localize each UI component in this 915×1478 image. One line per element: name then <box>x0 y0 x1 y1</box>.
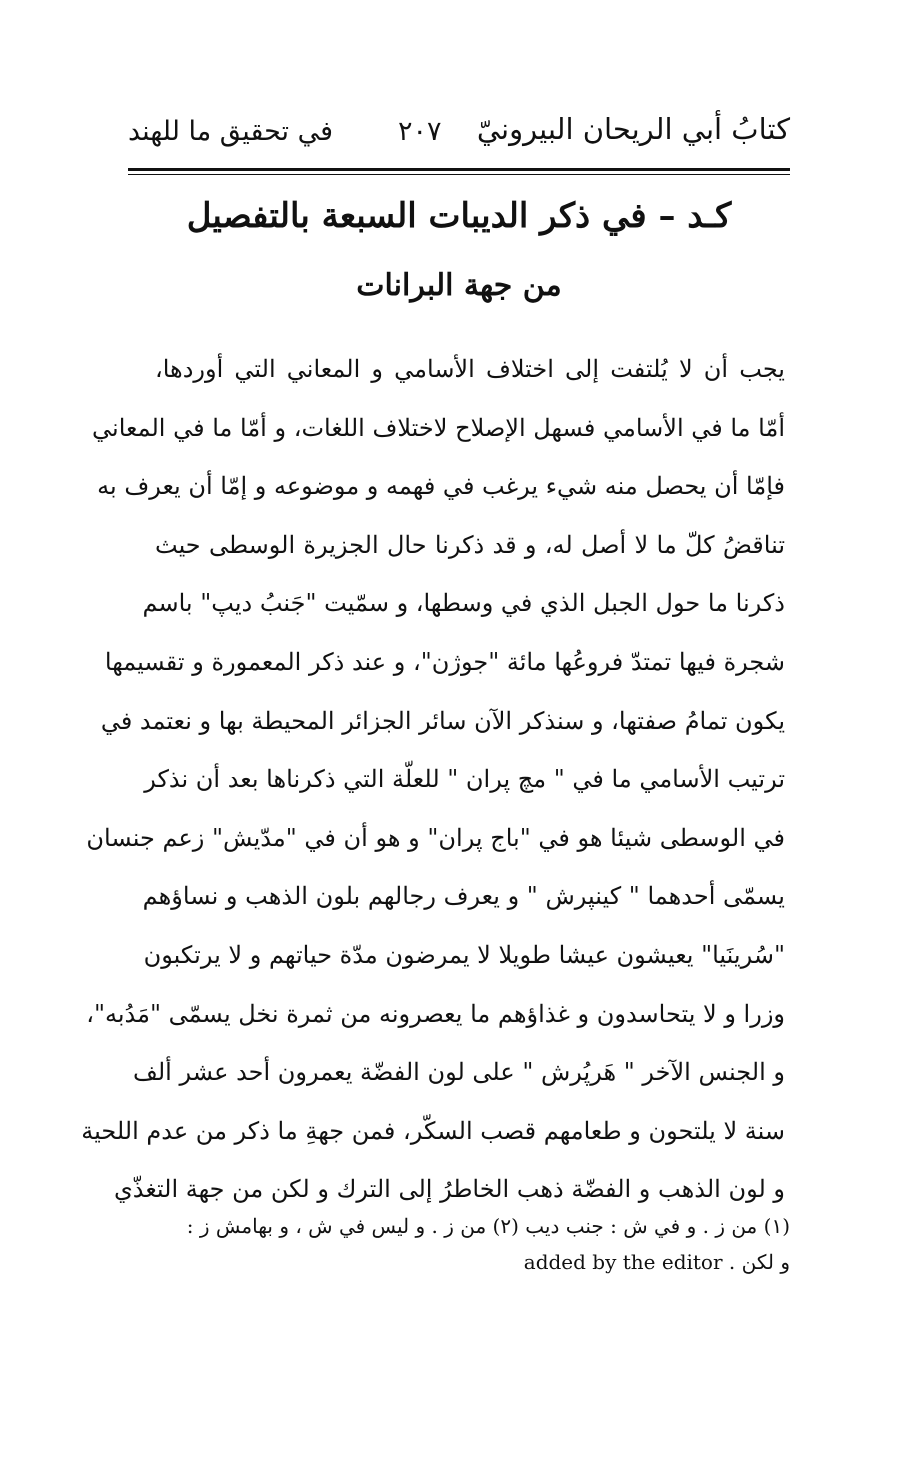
body-line: ذكرنا ما حول الجبل الذي في وسطها، و سمّيت "جَنبُ ديپ" باسم <box>142 589 785 618</box>
body-line: سنة لا يلتحون و طعامهم قصب السكّر، فمن جهةِ ما ذكر من عدم اللحية <box>81 1116 785 1145</box>
body-line: يكون تمامُ صفتها، و سنذكر الآن سائر الجزائر المحيطة بها و نعتمد في <box>100 706 785 735</box>
body-line: أمّا ما في الأسامي فسهل الإصلاح لاختلاف اللغات، و أمّا ما في المعاني <box>92 413 785 442</box>
book-subject: في تحقيق ما للهند <box>128 116 334 147</box>
body-line: و لون الذهب و الفضّة ذهب الخاطرُ إلى الترك و لكن من جهة التغذّي <box>113 1175 785 1204</box>
footnote-latin: added by the editor . <box>523 1250 736 1274</box>
body-line: يجب أن لا يُلتفت إلى اختلاف الأسامي و المعاني التي أوردها، <box>155 355 785 383</box>
page-number: ٢٠٧ <box>398 116 442 147</box>
body-text <box>81 340 785 1219</box>
body-line: وزرا و لا يتحاسدون و غذاؤهم ما يعصرونه من ثمرة نخل يسمّى "مَدُبه"، <box>86 999 785 1028</box>
body-line: شجرة فيها تمتدّ فروعُها مائة "جوژن"، و عند ذكر المعمورة و تقسيمها <box>104 647 785 676</box>
header-rule-thin <box>128 174 790 175</box>
book-title: كتابُ أبي الريحان البيرونيّ <box>476 112 790 146</box>
chapter-title: كـد – في ذكر الديبات السبعة بالتفصيل <box>186 196 732 236</box>
body-line: تناقضُ كلّ ما لا أصل له، و قد ذكرنا حال الجزيرة الوسطى حيث <box>155 530 785 559</box>
footnote-line: (١) من ز . و في ش : جنب ديب (٢) من ز . و ليس في ش ، و بهامش ز : <box>186 1214 790 1238</box>
body-line: "سُرينَيا" يعيشون عيشا طويلا لا يمرضون مدّة حياتهم و لا يرتكبون <box>143 940 785 969</box>
body-line: ترتيب الأسامي ما في " مچ پران " للعلّة التي ذكرناها بعد أن نذكر <box>144 765 785 794</box>
body-line: يسمّى أحدهما " كينپرش " و يعرف رجالهم بلون الذهب و نساؤهم <box>142 882 785 911</box>
footnote-arabic: و لكن <box>741 1250 790 1274</box>
footnote-line <box>150 1244 790 1280</box>
body-line: في الوسطى شيئا هو في "باج پران" و هو أن في "مدّيش" زعم جنسان <box>86 823 785 852</box>
footnotes <box>150 1208 790 1280</box>
body-line: فإمّا أن يحصل منه شيء يرغب في فهمه و موضوعه و إمّا أن يعرف به <box>97 472 785 501</box>
running-header <box>128 108 790 160</box>
body-line: و الجنس الآخر " هَرپُرش " على لون الفضّة يعمرون أحد عشر ألف <box>133 1058 785 1087</box>
chapter-subtitle: من جهة البرانات <box>356 268 562 303</box>
header-rule-thick <box>128 168 790 171</box>
